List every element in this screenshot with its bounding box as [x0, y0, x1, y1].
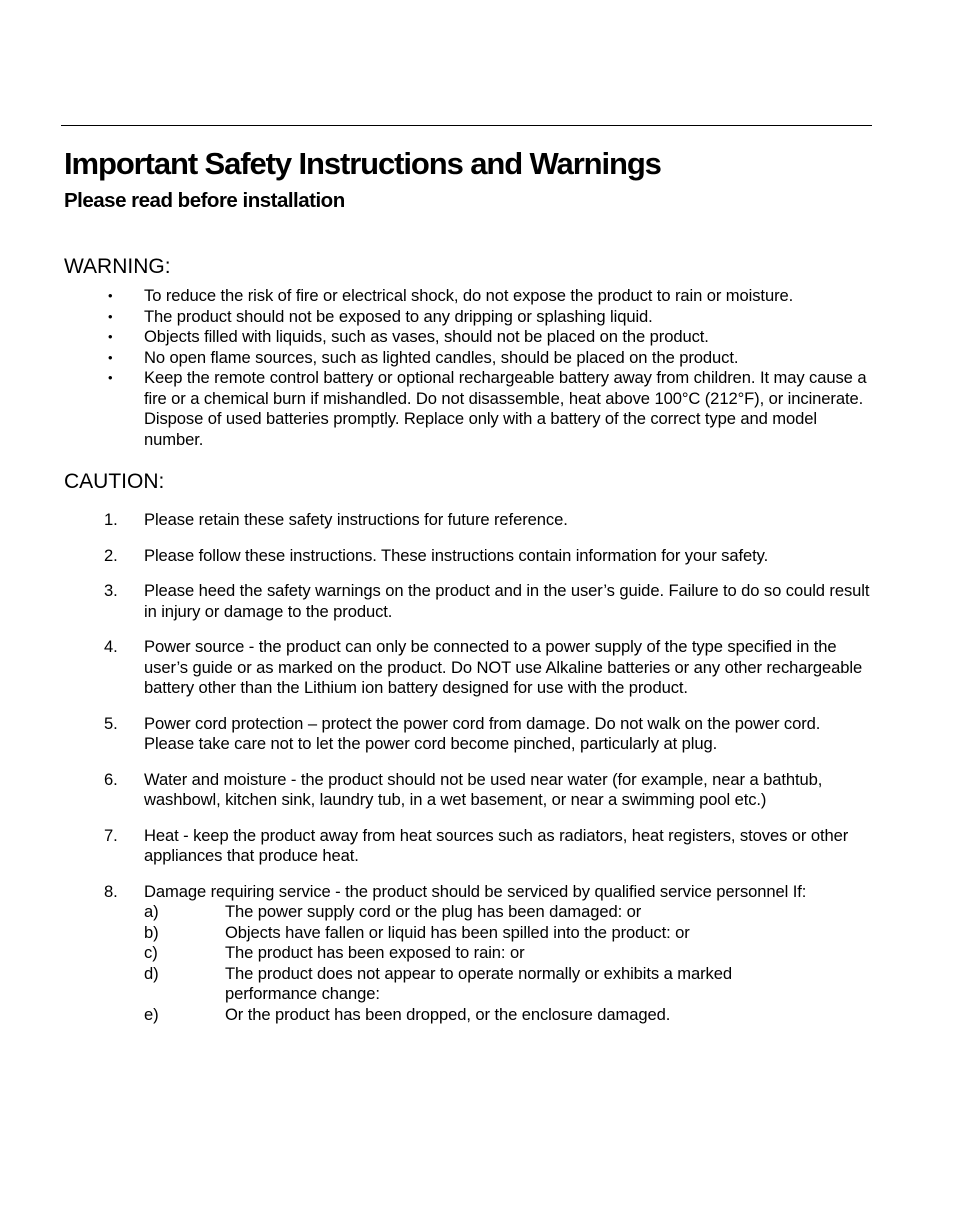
caution-item-text: Damage requiring service - the product should be serviced by qualified service personnel If:	[144, 881, 807, 901]
sub-item-text: The power supply cord or the plug has been damaged: or	[225, 902, 642, 921]
item-number: 8.	[104, 881, 118, 901]
caution-item	[0, 882, 872, 1026]
item-number: 6.	[104, 769, 118, 789]
item-number: 2.	[104, 545, 118, 565]
warning-item	[0, 348, 870, 369]
sub-item-letter: e)	[144, 1004, 159, 1024]
bullet: •	[108, 288, 113, 303]
warning-item-text: Objects filled with liquids, such as vases, should not be placed on the product.	[144, 327, 709, 346]
warning-item	[0, 327, 870, 348]
item-number: 4.	[104, 637, 118, 656]
sub-list-item	[144, 964, 785, 1005]
bullet: •	[108, 308, 113, 324]
item-number: 7.	[104, 825, 118, 845]
warning-item	[0, 286, 870, 307]
warning-item-text: No open flame sources, such as lighted candles, should be placed on the product.	[144, 347, 739, 367]
damage-conditions-list	[144, 902, 872, 1025]
sub-item-letter: b)	[144, 922, 159, 942]
caution-list	[0, 510, 954, 1040]
warning-item-text: Keep the remote control battery or optional rechargeable battery away from children. It may cause a fire or a chemical burn if mishandled. Do not disassemble, heat above 100°C (212°F), or incinerate. Dispose of used batteries promptly. Replace only with a battery of the correct type and model number.	[144, 368, 867, 449]
warning-item-text: To reduce the risk of fire or electrical shock, do not expose the product to rain or moisture.	[144, 286, 794, 305]
caution-item-text: Heat - keep the product away from heat sources such as radiators, heat registers, stoves or other appliances that produce heat.	[144, 825, 849, 865]
caution-item	[0, 770, 872, 811]
caution-item-text: Please retain these safety instructions for future reference.	[144, 510, 568, 529]
warning-item	[0, 307, 870, 328]
page-title: Important Safety Instructions and Warnings	[64, 146, 661, 181]
caution-item	[0, 637, 872, 699]
sub-list-item	[144, 1005, 785, 1026]
sub-item-text: Objects have fallen or liquid has been spilled into the product: or	[225, 922, 690, 942]
sub-item-letter: a)	[144, 902, 159, 921]
caution-item	[0, 826, 872, 867]
caution-item	[0, 714, 872, 755]
caution-heading: CAUTION:	[64, 470, 165, 493]
caution-item-text: Power source - the product can only be connected to a power supply of the type specified in the user’s guide or as marked on the product. Do NOT use Alkaline batteries or any other rechargeable battery other than the Lithium ion battery designed for use with the product.	[144, 637, 863, 697]
sub-item-text: The product does not appear to operate normally or exhibits a marked performance change:	[225, 963, 732, 1003]
warning-item-text: The product should not be exposed to any dripping or splashing liquid.	[144, 306, 653, 326]
warning-heading: WARNING:	[64, 255, 171, 278]
bullet: •	[108, 329, 113, 344]
sub-list-item	[144, 943, 785, 964]
warning-list	[0, 286, 954, 450]
sub-list-item	[144, 902, 785, 923]
header-rule	[61, 125, 872, 126]
caution-item	[0, 546, 872, 567]
caution-item-text: Please follow these instructions. These instructions contain information for your safety.	[144, 545, 769, 565]
bullet: •	[108, 349, 113, 365]
sub-list-item	[144, 923, 785, 944]
caution-item-text: Please heed the safety warnings on the product and in the user’s guide. Failure to do so could result in injury or damage to the product.	[144, 581, 870, 621]
item-number: 3.	[104, 581, 118, 600]
sub-item-text: The product has been exposed to rain: or	[225, 943, 525, 962]
item-number: 1.	[104, 510, 118, 529]
sub-item-letter: d)	[144, 963, 159, 983]
sub-item-letter: c)	[144, 943, 158, 962]
caution-item	[0, 581, 872, 622]
bullet: •	[108, 370, 113, 385]
page-subtitle: Please read before installation	[64, 189, 345, 212]
caution-item	[0, 510, 872, 531]
sub-item-text: Or the product has been dropped, or the enclosure damaged.	[225, 1004, 671, 1024]
caution-item-text: Water and moisture - the product should not be used near water (for example, near a bathtub, washbowl, kitchen sink, laundry tub, in a wet basement, or near a swimming pool etc.)	[144, 769, 823, 809]
caution-item-text: Power cord protection – protect the power cord from damage. Do not walk on the power cord. Please take care not to let the power cord become pinched, particularly at plug.	[144, 713, 821, 753]
warning-item	[0, 368, 870, 450]
item-number: 5.	[104, 713, 118, 733]
